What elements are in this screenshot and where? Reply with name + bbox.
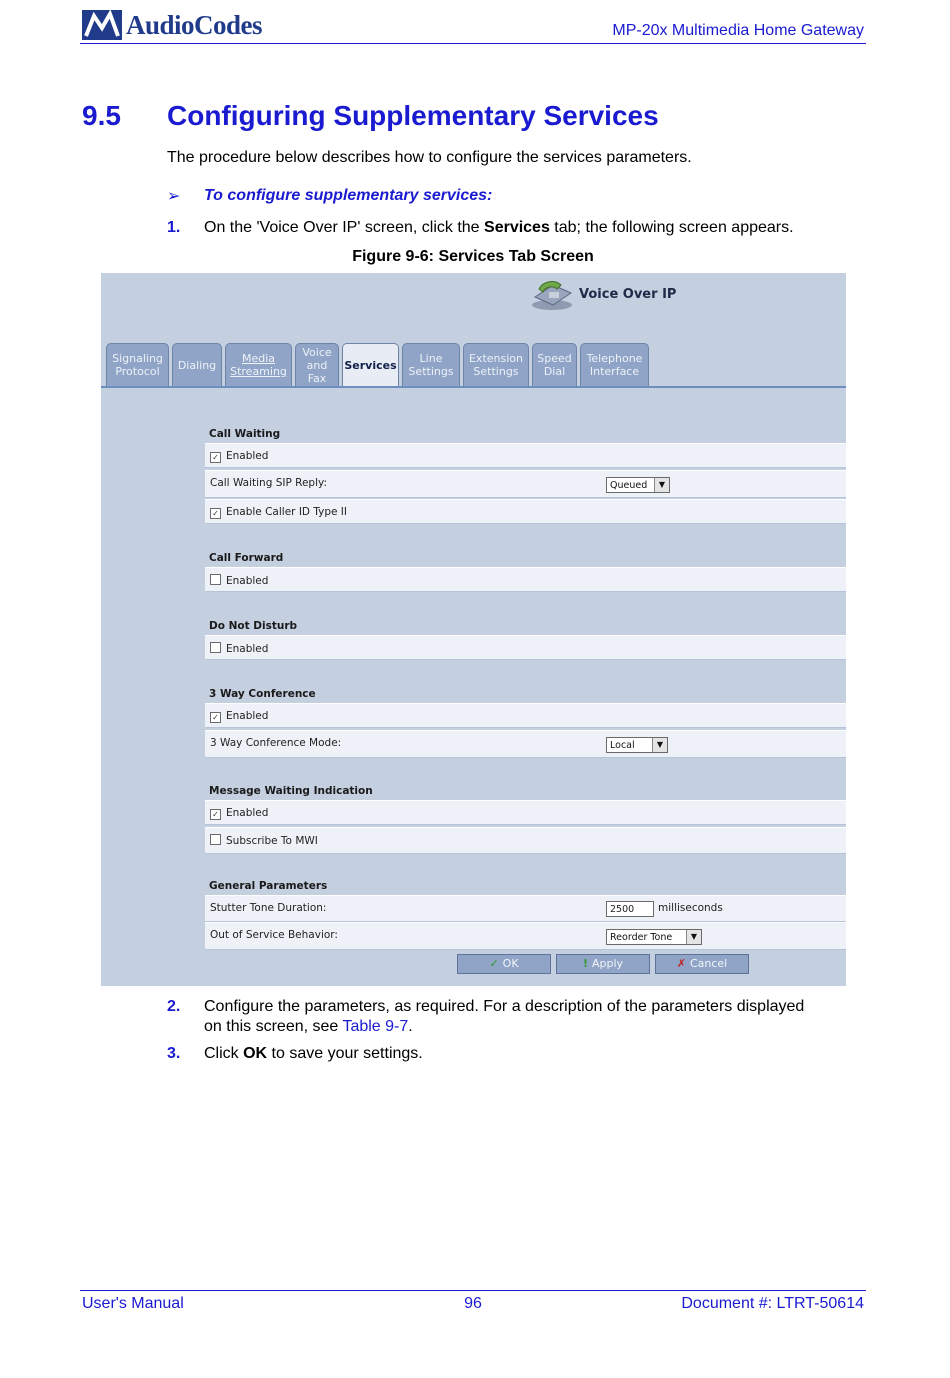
- three-way-mode-label: 3 Way Conference Mode:: [210, 737, 342, 749]
- three-way-mode-select[interactable]: [606, 737, 668, 753]
- apply-button[interactable]: [556, 954, 650, 974]
- stutter-row: [205, 895, 846, 922]
- out-of-service-select[interactable]: [606, 929, 702, 945]
- step-3-number: 3.: [167, 1045, 181, 1062]
- call-forward-enabled-option[interactable]: [210, 574, 268, 587]
- tab-extension-settings[interactable]: Extension Settings: [463, 343, 529, 386]
- call-forward-enabled-row: [205, 567, 846, 592]
- footer-left: User's Manual: [82, 1295, 184, 1312]
- call-waiting-sip-reply-value: Queued: [610, 480, 648, 491]
- step-2-before: on this screen, see: [204, 1018, 343, 1035]
- tab-signaling-protocol[interactable]: Signaling Protocol: [106, 343, 169, 386]
- apply-button-label: Apply: [591, 957, 624, 970]
- tab-media-streaming[interactable]: [225, 343, 292, 386]
- do-not-disturb-enabled-option[interactable]: [210, 642, 268, 655]
- stutter-label: Stutter Tone Duration:: [210, 902, 327, 914]
- three-way-title: 3 Way Conference: [209, 688, 316, 700]
- general-title: General Parameters: [209, 880, 328, 892]
- step-2-line2: [204, 1018, 413, 1036]
- ok-button[interactable]: [457, 954, 551, 974]
- step-3-text: [204, 1045, 423, 1063]
- figure-caption: Figure 9-6: Services Tab Screen: [352, 248, 594, 265]
- call-waiting-section: [205, 427, 846, 443]
- tab-voice-and-fax[interactable]: Voice and Fax: [295, 343, 339, 386]
- step-1-after: tab; the following screen appears.: [549, 219, 794, 236]
- intro-text: The procedure below describes how to configure the services parameters.: [167, 149, 692, 166]
- audiocodes-logo: [82, 8, 262, 42]
- mwi-enabled-row: [205, 800, 846, 825]
- call-waiting-enabled-label: Enabled: [226, 450, 269, 462]
- mwi-subscribe-label: Subscribe To MWI: [226, 835, 318, 847]
- cross-icon: ✗: [676, 957, 686, 970]
- step-3-after: to save your settings.: [267, 1045, 423, 1062]
- call-waiting-enabled-row: [205, 443, 846, 468]
- step-1-before: On the 'Voice Over IP' screen, click the: [204, 219, 485, 236]
- do-not-disturb-enabled-row: [205, 635, 846, 660]
- tab-telephone-interface[interactable]: Telephone Interface: [580, 343, 649, 386]
- page-number: 96: [464, 1295, 482, 1312]
- general-section: [205, 879, 846, 895]
- chevron-down-icon: ▼: [654, 478, 669, 492]
- three-way-section: [205, 687, 846, 703]
- call-waiting-sip-reply-row: [205, 470, 846, 498]
- tab-underline: [101, 386, 846, 388]
- mwi-enabled-label: Enabled: [226, 807, 269, 819]
- mwi-subscribe-option[interactable]: [210, 834, 318, 847]
- exclamation-icon: !: [582, 957, 588, 970]
- three-way-enabled-row: [205, 703, 846, 728]
- mwi-title: Message Waiting Indication: [209, 785, 373, 797]
- three-way-enabled-checkbox[interactable]: ✓: [210, 712, 221, 723]
- call-forward-enabled-label: Enabled: [226, 575, 269, 587]
- footer-right: Document #: LTRT-50614: [681, 1295, 864, 1312]
- do-not-disturb-section: [205, 619, 846, 635]
- mwi-section: [205, 784, 846, 800]
- step-2-line1: Configure the parameters, as required. For a description of the parameters displayed: [204, 998, 805, 1015]
- section-title: Configuring Supplementary Services: [167, 100, 659, 131]
- cancel-button-label: Cancel: [689, 957, 728, 970]
- step-2-after: .: [408, 1018, 413, 1035]
- call-waiting-enabled-checkbox[interactable]: ✓: [210, 452, 221, 463]
- mwi-subscribe-checkbox[interactable]: [210, 834, 221, 845]
- caller-id-label: Enable Caller ID Type II: [226, 506, 347, 518]
- caller-id-row: [205, 499, 846, 524]
- cancel-button[interactable]: [655, 954, 749, 974]
- stutter-unit: milliseconds: [658, 902, 723, 914]
- stutter-input[interactable]: 2500: [606, 901, 654, 917]
- do-not-disturb-title: Do Not Disturb: [209, 620, 298, 632]
- mwi-enabled-checkbox[interactable]: ✓: [210, 809, 221, 820]
- do-not-disturb-enabled-checkbox[interactable]: [210, 642, 221, 653]
- header-rule: [80, 43, 866, 44]
- do-not-disturb-enabled-label: Enabled: [226, 643, 269, 655]
- out-of-service-label: Out of Service Behavior:: [210, 929, 338, 941]
- services-tab-screenshot: [101, 273, 846, 986]
- call-waiting-title: Call Waiting: [209, 428, 281, 440]
- arrow-bullet-icon: ➢: [167, 188, 181, 205]
- mwi-subscribe-row: [205, 827, 846, 854]
- out-of-service-row: [205, 922, 846, 950]
- caller-id-checkbox[interactable]: ✓: [210, 508, 221, 519]
- call-waiting-sip-reply-select[interactable]: [606, 477, 670, 493]
- out-of-service-value: Reorder Tone: [610, 932, 673, 943]
- step-3-before: Click: [204, 1045, 244, 1062]
- chevron-down-icon: ▼: [652, 738, 667, 752]
- screen-title: Voice Over IP: [579, 287, 677, 302]
- document-title: MP-20x Multimedia Home Gateway: [612, 22, 864, 39]
- step-1-text: [204, 219, 794, 237]
- voip-phone-icon: [529, 279, 575, 311]
- call-forward-section: [205, 551, 846, 567]
- audiocodes-logo-icon: [82, 10, 122, 40]
- call-waiting-enabled-option[interactable]: [210, 450, 268, 463]
- check-icon: ✓: [489, 957, 499, 970]
- step-3-bold: OK: [243, 1045, 268, 1062]
- call-waiting-sip-reply-label: Call Waiting SIP Reply:: [210, 477, 327, 489]
- caller-id-option[interactable]: [210, 506, 347, 519]
- call-forward-title: Call Forward: [209, 552, 284, 564]
- three-way-enabled-label: Enabled: [226, 710, 269, 722]
- tab-speed-dial[interactable]: Speed Dial: [532, 343, 577, 386]
- mwi-enabled-option[interactable]: [210, 807, 268, 820]
- tab-dialing[interactable]: Dialing: [172, 343, 222, 386]
- tab-line-settings[interactable]: Line Settings: [402, 343, 460, 386]
- section-number: 9.5: [82, 100, 121, 131]
- tab-media-streaming-label: Media Streaming: [230, 352, 287, 378]
- three-way-enabled-option[interactable]: [210, 710, 268, 723]
- procedure-title: To configure supplementary services:: [204, 187, 493, 204]
- chevron-down-icon: ▼: [686, 930, 701, 944]
- three-way-mode-row: [205, 730, 846, 758]
- tab-services[interactable]: Services: [342, 343, 399, 386]
- step-1-number: 1.: [167, 219, 181, 236]
- step-2-number: 2.: [167, 998, 181, 1015]
- logo-text: AudioCodes: [126, 9, 263, 40]
- ok-button-label: OK: [502, 957, 519, 970]
- three-way-mode-value: Local: [610, 740, 635, 751]
- call-forward-enabled-checkbox[interactable]: [210, 574, 221, 585]
- footer-rule: [80, 1290, 866, 1291]
- table-9-7-link[interactable]: Table 9-7: [342, 1018, 409, 1035]
- step-1-bold: Services: [484, 219, 550, 236]
